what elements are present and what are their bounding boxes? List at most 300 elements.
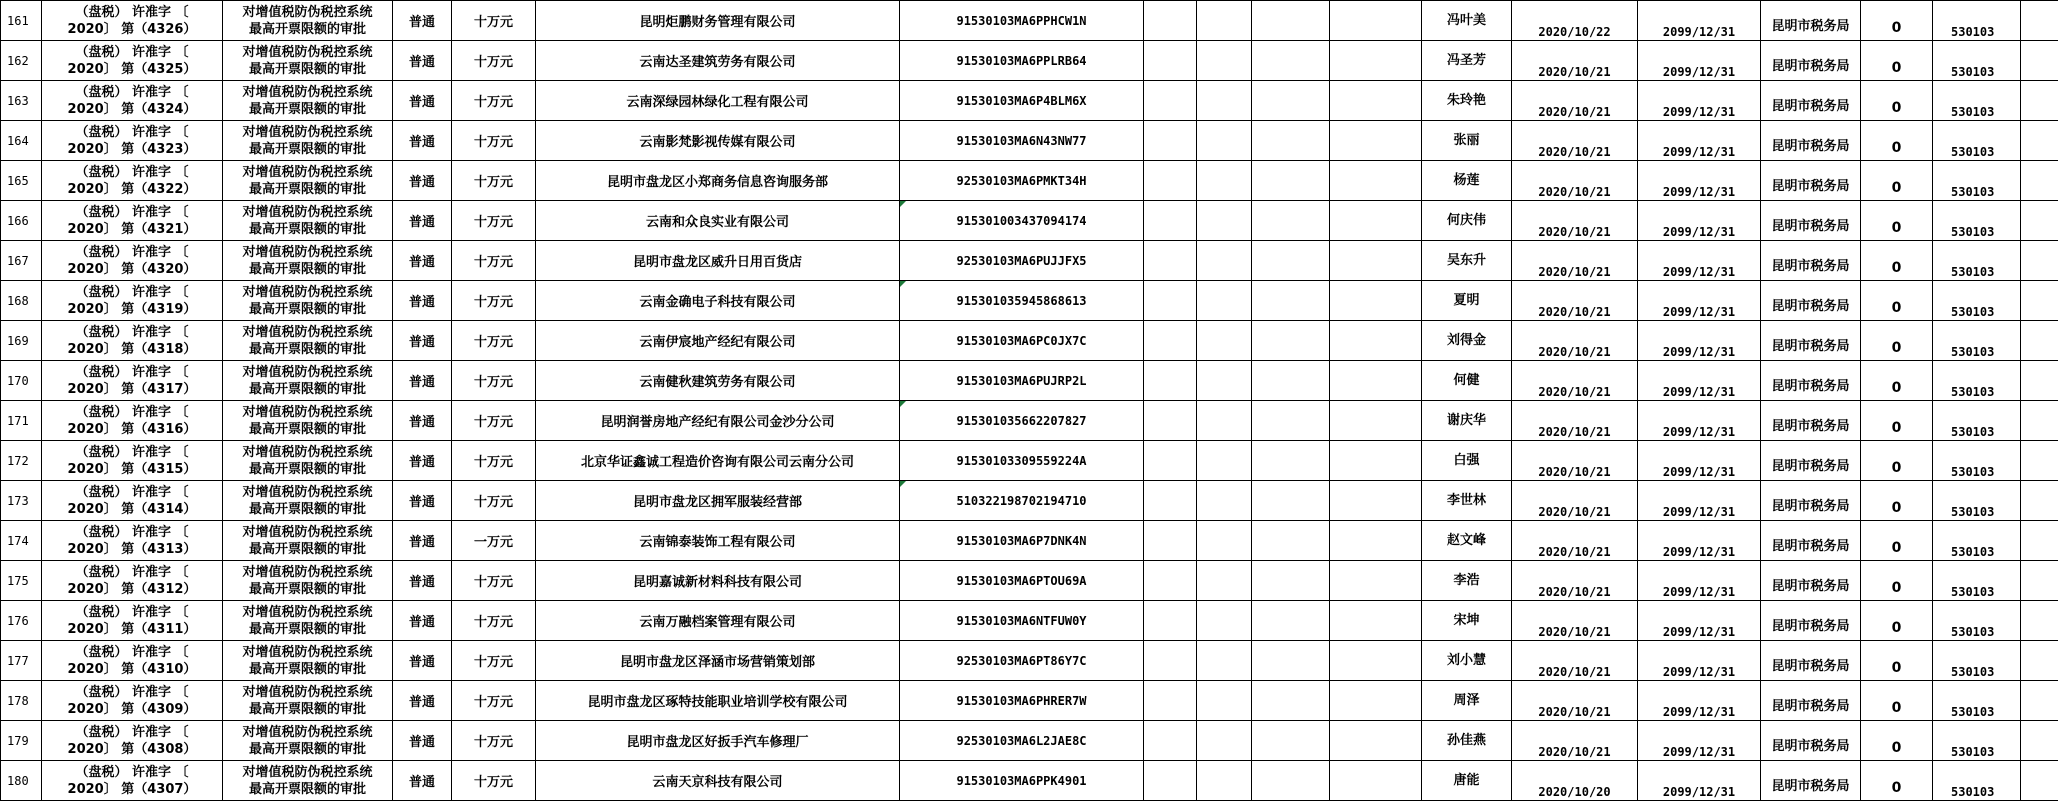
- document-number-cell: [42, 521, 223, 561]
- company-name-cell: 北京华证鑫诚工程造价咨询有限公司云南分公司: [536, 441, 900, 481]
- approval-item-line2: 最高开票限额的审批: [248, 581, 366, 597]
- document-number-line1: （盘税） 许准字 〔: [75, 604, 189, 620]
- empty-cell: [1144, 121, 1197, 161]
- authority-cell: 昆明市税务局: [1761, 241, 1861, 281]
- tax-code-cell: [900, 401, 1144, 441]
- document-number-line2: 2020〕 第（4313）: [67, 541, 197, 557]
- cell-note-flag-icon: [900, 401, 906, 407]
- document-number-cell: [42, 201, 223, 241]
- invoice-type-cell: 普通: [393, 481, 452, 521]
- table-row: [1, 761, 2058, 801]
- limit-amount-cell: 一万元: [452, 521, 536, 561]
- tax-code-cell: [900, 481, 1144, 521]
- empty-cell: [2021, 241, 2058, 281]
- document-number-line1: （盘税） 许准字 〔: [75, 84, 189, 100]
- approval-item-line2: 最高开票限额的审批: [248, 221, 366, 237]
- company-name-cell: 昆明市盘龙区小郑商务信息咨询服务部: [536, 161, 900, 201]
- empty-cell: [1197, 401, 1252, 441]
- table-row: [1, 41, 2058, 81]
- approval-item-line2: 最高开票限额的审批: [248, 501, 366, 517]
- table-row: [1, 361, 2058, 401]
- start-date-cell: 2020/10/21: [1512, 561, 1638, 601]
- empty-cell: [1197, 441, 1252, 481]
- approval-item-line2: 最高开票限额的审批: [248, 621, 366, 637]
- company-name-cell: 云南影梵影视传媒有限公司: [536, 121, 900, 161]
- empty-cell: [1144, 481, 1197, 521]
- document-number-cell: [42, 601, 223, 641]
- region-code-cell: 530103: [1933, 281, 2021, 321]
- empty-cell: [1197, 1, 1252, 41]
- document-number-line2: 2020〕 第（4325）: [67, 61, 197, 77]
- end-date-cell: 2099/12/31: [1638, 641, 1761, 681]
- empty-cell: [1197, 201, 1252, 241]
- empty-cell: [1330, 281, 1422, 321]
- empty-cell: [2021, 561, 2058, 601]
- document-number-line2: 2020〕 第（4322）: [67, 181, 197, 197]
- document-number-line2: 2020〕 第（4312）: [67, 581, 197, 597]
- status-zero-cell: 0: [1861, 241, 1933, 281]
- invoice-type-cell: 普通: [393, 561, 452, 601]
- region-code-cell: 530103: [1933, 241, 2021, 281]
- document-number-line2: 2020〕 第（4310）: [67, 661, 197, 677]
- empty-cell: [1197, 321, 1252, 361]
- document-number-cell: [42, 401, 223, 441]
- legal-person-cell: 杨莲: [1422, 161, 1512, 201]
- invoice-type-cell: 普通: [393, 401, 452, 441]
- document-number-line2: 2020〕 第（4321）: [67, 221, 197, 237]
- seq-cell: 176: [1, 601, 42, 641]
- tax-code-cell: [900, 721, 1144, 761]
- end-date-cell: 2099/12/31: [1638, 481, 1761, 521]
- authority-cell: 昆明市税务局: [1761, 321, 1861, 361]
- start-date-cell: 2020/10/21: [1512, 281, 1638, 321]
- authority-cell: 昆明市税务局: [1761, 601, 1861, 641]
- tax-code-text: 91530103MA6PTOU69A: [956, 573, 1087, 588]
- status-zero-cell: 0: [1861, 681, 1933, 721]
- company-name-cell: 云南伊宸地产经纪有限公司: [536, 321, 900, 361]
- table-row: [1, 1, 2058, 41]
- invoice-type-cell: 普通: [393, 241, 452, 281]
- company-name-cell: 昆明市盘龙区琢特技能职业培训学校有限公司: [536, 681, 900, 721]
- end-date-cell: 2099/12/31: [1638, 401, 1761, 441]
- document-number-cell: [42, 121, 223, 161]
- tax-code-cell: [900, 441, 1144, 481]
- tax-code-cell: [900, 521, 1144, 561]
- empty-cell: [1330, 201, 1422, 241]
- start-date-cell: 2020/10/21: [1512, 121, 1638, 161]
- end-date-cell: 2099/12/31: [1638, 521, 1761, 561]
- empty-cell: [1330, 41, 1422, 81]
- document-number-line1: （盘税） 许准字 〔: [75, 204, 189, 220]
- empty-cell: [1330, 161, 1422, 201]
- approval-item-line2: 最高开票限额的审批: [248, 541, 366, 557]
- status-zero-cell: 0: [1861, 81, 1933, 121]
- approval-item-cell: [223, 121, 393, 161]
- region-code-cell: 530103: [1933, 401, 2021, 441]
- empty-cell: [1144, 1, 1197, 41]
- approval-item-line1: 对增值税防伪税控系统: [242, 84, 373, 100]
- region-code-cell: 530103: [1933, 441, 2021, 481]
- empty-cell: [1197, 721, 1252, 761]
- approval-item-cell: [223, 681, 393, 721]
- limit-amount-cell: 十万元: [452, 1, 536, 41]
- tax-code-cell: [900, 321, 1144, 361]
- approval-item-cell: [223, 41, 393, 81]
- region-code-cell: 530103: [1933, 361, 2021, 401]
- legal-person-cell: 冯叶美: [1422, 1, 1512, 41]
- document-number-cell: [42, 161, 223, 201]
- approval-item-cell: [223, 361, 393, 401]
- document-number-line1: （盘税） 许准字 〔: [75, 524, 189, 540]
- region-code-cell: 530103: [1933, 601, 2021, 641]
- status-zero-cell: 0: [1861, 641, 1933, 681]
- tax-code-text: 91530103309559224A: [956, 453, 1087, 468]
- empty-cell: [1144, 321, 1197, 361]
- document-number-line2: 2020〕 第（4323）: [67, 141, 197, 157]
- table-row: [1, 161, 2058, 201]
- empty-cell: [1330, 761, 1422, 801]
- status-zero-cell: 0: [1861, 201, 1933, 241]
- document-number-cell: [42, 641, 223, 681]
- limit-amount-cell: 十万元: [452, 481, 536, 521]
- empty-cell: [2021, 601, 2058, 641]
- empty-cell: [1252, 441, 1330, 481]
- empty-cell: [2021, 1, 2058, 41]
- document-number-cell: [42, 1, 223, 41]
- table-row: [1, 201, 2058, 241]
- tax-code-text: 510322198702194710: [956, 493, 1087, 508]
- document-number-cell: [42, 281, 223, 321]
- approval-item-line2: 最高开票限额的审批: [248, 21, 366, 37]
- tax-code-cell: [900, 41, 1144, 81]
- approval-item-line2: 最高开票限额的审批: [248, 661, 366, 677]
- empty-cell: [2021, 81, 2058, 121]
- seq-cell: 161: [1, 1, 42, 41]
- empty-cell: [1330, 401, 1422, 441]
- document-number-line1: （盘税） 许准字 〔: [75, 684, 189, 700]
- table-row: [1, 321, 2058, 361]
- tax-code-cell: [900, 281, 1144, 321]
- document-number-cell: [42, 561, 223, 601]
- seq-cell: 167: [1, 241, 42, 281]
- invoice-type-cell: 普通: [393, 81, 452, 121]
- start-date-cell: 2020/10/21: [1512, 161, 1638, 201]
- approval-item-line1: 对增值税防伪税控系统: [242, 4, 373, 20]
- tax-code-text: 915301003437094174: [956, 213, 1087, 228]
- empty-cell: [1252, 281, 1330, 321]
- region-code-cell: 530103: [1933, 641, 2021, 681]
- status-zero-cell: 0: [1861, 161, 1933, 201]
- start-date-cell: 2020/10/21: [1512, 721, 1638, 761]
- region-code-cell: 530103: [1933, 561, 2021, 601]
- region-code-cell: 530103: [1933, 761, 2021, 801]
- authority-cell: 昆明市税务局: [1761, 281, 1861, 321]
- end-date-cell: 2099/12/31: [1638, 601, 1761, 641]
- document-number-line2: 2020〕 第（4317）: [67, 381, 197, 397]
- empty-cell: [2021, 481, 2058, 521]
- document-number-line2: 2020〕 第（4309）: [67, 701, 197, 717]
- invoice-type-cell: 普通: [393, 1, 452, 41]
- empty-cell: [1144, 241, 1197, 281]
- limit-amount-cell: 十万元: [452, 81, 536, 121]
- document-number-line2: 2020〕 第（4324）: [67, 101, 197, 117]
- cell-note-flag-icon: [900, 281, 906, 287]
- legal-person-cell: 何健: [1422, 361, 1512, 401]
- empty-cell: [1144, 521, 1197, 561]
- tax-code-cell: [900, 561, 1144, 601]
- limit-amount-cell: 十万元: [452, 441, 536, 481]
- seq-cell: 178: [1, 681, 42, 721]
- approval-item-line2: 最高开票限额的审批: [248, 381, 366, 397]
- approval-item-line1: 对增值税防伪税控系统: [242, 404, 373, 420]
- empty-cell: [1197, 601, 1252, 641]
- empty-cell: [2021, 321, 2058, 361]
- empty-cell: [1252, 81, 1330, 121]
- document-number-line1: （盘税） 许准字 〔: [75, 764, 189, 780]
- status-zero-cell: 0: [1861, 761, 1933, 801]
- document-number-line1: （盘税） 许准字 〔: [75, 324, 189, 340]
- start-date-cell: 2020/10/21: [1512, 201, 1638, 241]
- seq-cell: 164: [1, 121, 42, 161]
- region-code-cell: 530103: [1933, 1, 2021, 41]
- company-name-cell: 云南金确电子科技有限公司: [536, 281, 900, 321]
- invoice-type-cell: 普通: [393, 281, 452, 321]
- invoice-type-cell: 普通: [393, 761, 452, 801]
- tax-code-text: 91530103MA6PPLRB64: [956, 53, 1087, 68]
- empty-cell: [1330, 241, 1422, 281]
- limit-amount-cell: 十万元: [452, 41, 536, 81]
- status-zero-cell: 0: [1861, 441, 1933, 481]
- start-date-cell: 2020/10/21: [1512, 81, 1638, 121]
- approval-item-line1: 对增值税防伪税控系统: [242, 684, 373, 700]
- limit-amount-cell: 十万元: [452, 321, 536, 361]
- document-number-line2: 2020〕 第（4326）: [67, 21, 197, 37]
- region-code-cell: 530103: [1933, 481, 2021, 521]
- invoice-type-cell: 普通: [393, 721, 452, 761]
- document-number-line1: （盘税） 许准字 〔: [75, 284, 189, 300]
- empty-cell: [1144, 401, 1197, 441]
- empty-cell: [1252, 521, 1330, 561]
- end-date-cell: 2099/12/31: [1638, 81, 1761, 121]
- document-number-cell: [42, 721, 223, 761]
- status-zero-cell: 0: [1861, 521, 1933, 561]
- tax-code-cell: [900, 201, 1144, 241]
- empty-cell: [2021, 161, 2058, 201]
- empty-cell: [1330, 121, 1422, 161]
- end-date-cell: 2099/12/31: [1638, 561, 1761, 601]
- start-date-cell: 2020/10/21: [1512, 41, 1638, 81]
- approval-item-line2: 最高开票限额的审批: [248, 341, 366, 357]
- region-code-cell: 530103: [1933, 121, 2021, 161]
- company-name-cell: 昆明市盘龙区拥军服装经营部: [536, 481, 900, 521]
- empty-cell: [1252, 201, 1330, 241]
- empty-cell: [1330, 321, 1422, 361]
- empty-cell: [1144, 641, 1197, 681]
- empty-cell: [1144, 561, 1197, 601]
- limit-amount-cell: 十万元: [452, 201, 536, 241]
- table-row: [1, 281, 2058, 321]
- region-code-cell: 530103: [1933, 681, 2021, 721]
- tax-code-text: 91530103MA6N43NW77: [956, 133, 1087, 148]
- company-name-cell: 云南锦泰装饰工程有限公司: [536, 521, 900, 561]
- empty-cell: [1252, 161, 1330, 201]
- company-name-cell: 昆明嘉诚新材料科技有限公司: [536, 561, 900, 601]
- document-number-line2: 2020〕 第（4315）: [67, 461, 197, 477]
- approval-item-line2: 最高开票限额的审批: [248, 101, 366, 117]
- table-row: [1, 601, 2058, 641]
- status-zero-cell: 0: [1861, 601, 1933, 641]
- approval-item-cell: [223, 521, 393, 561]
- tax-code-text: 92530103MA6PMKT34H: [956, 173, 1087, 188]
- document-number-line2: 2020〕 第（4318）: [67, 341, 197, 357]
- legal-person-cell: 唐能: [1422, 761, 1512, 801]
- empty-cell: [1197, 81, 1252, 121]
- legal-person-cell: 冯圣芳: [1422, 41, 1512, 81]
- empty-cell: [2021, 721, 2058, 761]
- end-date-cell: 2099/12/31: [1638, 361, 1761, 401]
- empty-cell: [1330, 601, 1422, 641]
- approval-item-cell: [223, 201, 393, 241]
- empty-cell: [1144, 41, 1197, 81]
- tax-code-cell: [900, 361, 1144, 401]
- start-date-cell: 2020/10/21: [1512, 481, 1638, 521]
- document-number-cell: [42, 681, 223, 721]
- seq-cell: 163: [1, 81, 42, 121]
- empty-cell: [1330, 441, 1422, 481]
- empty-cell: [1252, 121, 1330, 161]
- empty-cell: [1197, 121, 1252, 161]
- tax-code-cell: [900, 81, 1144, 121]
- empty-cell: [1252, 1, 1330, 41]
- tax-code-text: 91530103MA6PC0JX7C: [956, 333, 1087, 348]
- end-date-cell: 2099/12/31: [1638, 201, 1761, 241]
- tax-code-text: 91530103MA6PPK4901: [956, 773, 1087, 788]
- document-number-line2: 2020〕 第（4316）: [67, 421, 197, 437]
- tax-code-text: 915301035945868613: [956, 293, 1087, 308]
- start-date-cell: 2020/10/21: [1512, 321, 1638, 361]
- document-number-cell: [42, 41, 223, 81]
- tax-code-text: 91530103MA6P7DNK4N: [956, 533, 1087, 548]
- document-number-cell: [42, 321, 223, 361]
- approval-item-line1: 对增值税防伪税控系统: [242, 364, 373, 380]
- table-row: [1, 401, 2058, 441]
- table-row: [1, 721, 2058, 761]
- limit-amount-cell: 十万元: [452, 601, 536, 641]
- approval-item-line1: 对增值税防伪税控系统: [242, 764, 373, 780]
- empty-cell: [1144, 761, 1197, 801]
- tax-code-cell: [900, 761, 1144, 801]
- authority-cell: 昆明市税务局: [1761, 521, 1861, 561]
- tax-code-text: 91530103MA6PUJRP2L: [956, 373, 1087, 388]
- end-date-cell: 2099/12/31: [1638, 41, 1761, 81]
- status-zero-cell: 0: [1861, 401, 1933, 441]
- empty-cell: [2021, 761, 2058, 801]
- empty-cell: [1252, 401, 1330, 441]
- empty-cell: [1197, 681, 1252, 721]
- tax-code-cell: [900, 1, 1144, 41]
- empty-cell: [1252, 481, 1330, 521]
- approval-item-cell: [223, 441, 393, 481]
- region-code-cell: 530103: [1933, 321, 2021, 361]
- approval-item-line1: 对增值税防伪税控系统: [242, 564, 373, 580]
- limit-amount-cell: 十万元: [452, 721, 536, 761]
- approval-item-cell: [223, 601, 393, 641]
- empty-cell: [2021, 361, 2058, 401]
- limit-amount-cell: 十万元: [452, 761, 536, 801]
- seq-cell: 162: [1, 41, 42, 81]
- status-zero-cell: 0: [1861, 561, 1933, 601]
- tax-code-cell: [900, 641, 1144, 681]
- approval-item-cell: [223, 321, 393, 361]
- table-row: [1, 241, 2058, 281]
- table-row: [1, 81, 2058, 121]
- empty-cell: [1197, 281, 1252, 321]
- legal-person-cell: 谢庆华: [1422, 401, 1512, 441]
- approval-item-cell: [223, 241, 393, 281]
- document-number-cell: [42, 361, 223, 401]
- start-date-cell: 2020/10/21: [1512, 601, 1638, 641]
- table-row: [1, 681, 2058, 721]
- tax-code-text: 91530103MA6P4BLM6X: [956, 93, 1087, 108]
- approval-item-line1: 对增值税防伪税控系统: [242, 244, 373, 260]
- start-date-cell: 2020/10/21: [1512, 401, 1638, 441]
- approval-item-line1: 对增值税防伪税控系统: [242, 724, 373, 740]
- seq-cell: 174: [1, 521, 42, 561]
- status-zero-cell: 0: [1861, 41, 1933, 81]
- legal-person-cell: 李世林: [1422, 481, 1512, 521]
- company-name-cell: 云南天京科技有限公司: [536, 761, 900, 801]
- empty-cell: [1197, 41, 1252, 81]
- approval-item-line2: 最高开票限额的审批: [248, 741, 366, 757]
- seq-cell: 165: [1, 161, 42, 201]
- start-date-cell: 2020/10/21: [1512, 521, 1638, 561]
- tax-code-text: 92530103MA6PUJJFX5: [956, 253, 1087, 268]
- seq-cell: 168: [1, 281, 42, 321]
- table-row: [1, 441, 2058, 481]
- approval-item-line1: 对增值税防伪税控系统: [242, 644, 373, 660]
- empty-cell: [1330, 81, 1422, 121]
- empty-cell: [2021, 201, 2058, 241]
- empty-cell: [2021, 121, 2058, 161]
- legal-person-cell: 何庆伟: [1422, 201, 1512, 241]
- empty-cell: [2021, 521, 2058, 561]
- authority-cell: 昆明市税务局: [1761, 721, 1861, 761]
- legal-person-cell: 宋坤: [1422, 601, 1512, 641]
- document-number-line2: 2020〕 第（4308）: [67, 741, 197, 757]
- invoice-type-cell: 普通: [393, 641, 452, 681]
- authority-cell: 昆明市税务局: [1761, 641, 1861, 681]
- legal-person-cell: 刘小慧: [1422, 641, 1512, 681]
- table-row: [1, 521, 2058, 561]
- authority-cell: 昆明市税务局: [1761, 201, 1861, 241]
- empty-cell: [1330, 641, 1422, 681]
- seq-cell: 171: [1, 401, 42, 441]
- approval-item-line1: 对增值税防伪税控系统: [242, 524, 373, 540]
- seq-cell: 175: [1, 561, 42, 601]
- legal-person-cell: 夏明: [1422, 281, 1512, 321]
- empty-cell: [1144, 721, 1197, 761]
- approval-item-cell: [223, 761, 393, 801]
- company-name-cell: 昆明市盘龙区泽涵市场营销策划部: [536, 641, 900, 681]
- seq-cell: 170: [1, 361, 42, 401]
- empty-cell: [2021, 401, 2058, 441]
- empty-cell: [1144, 81, 1197, 121]
- seq-cell: 179: [1, 721, 42, 761]
- document-number-cell: [42, 481, 223, 521]
- authority-cell: 昆明市税务局: [1761, 1, 1861, 41]
- seq-cell: 177: [1, 641, 42, 681]
- cell-note-flag-icon: [900, 481, 906, 487]
